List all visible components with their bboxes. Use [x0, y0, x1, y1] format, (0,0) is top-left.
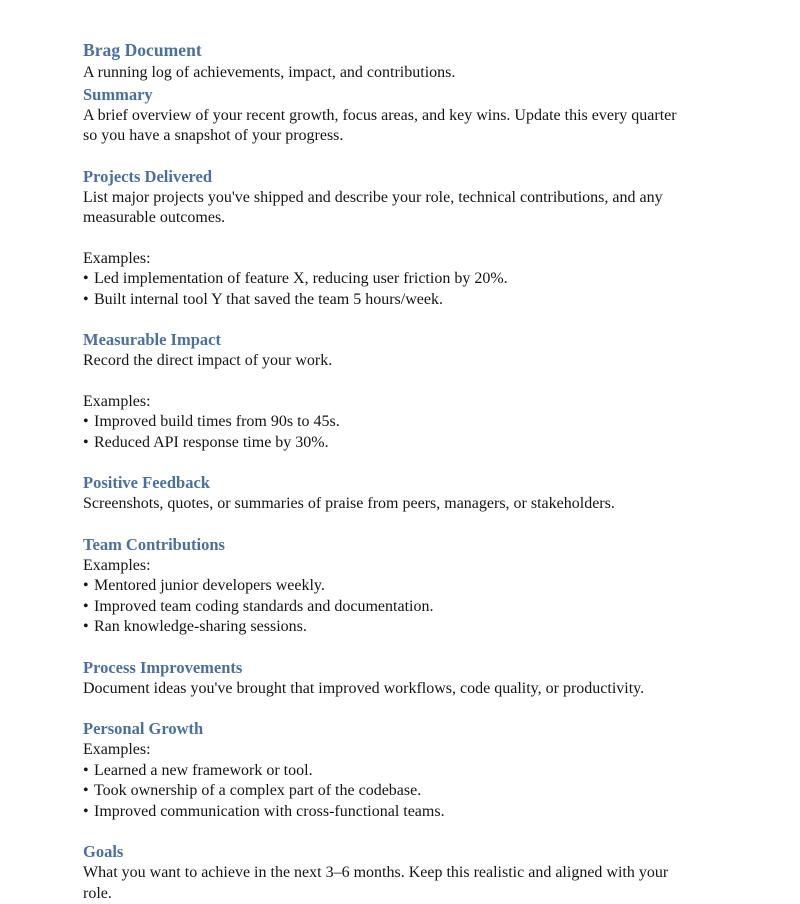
document-section	[83, 534, 683, 638]
section-heading: Personal Growth	[83, 718, 683, 739]
document-subtitle: A running log of achievements, impact, and contributions.	[83, 63, 683, 84]
list-item: • Improved communication with cross-functional teams.	[83, 802, 683, 823]
list-item: • Learned a new framework or tool.	[83, 761, 683, 782]
bullet-list	[83, 412, 683, 453]
list-item: • Mentored junior developers weekly.	[83, 576, 683, 597]
list-item: • Built internal tool Y that saved the team 5 hours/week.	[83, 290, 683, 311]
section-body: Screenshots, quotes, or summaries of praise from peers, managers, or stakeholders.	[83, 494, 683, 515]
section-heading: Summary	[83, 84, 683, 105]
section-heading: Positive Feedback	[83, 472, 683, 493]
list-item: • Led implementation of feature X, reducing user friction by 20%.	[83, 269, 683, 290]
list-item: • Took ownership of a complex part of the codebase.	[83, 781, 683, 802]
section-body: Record the direct impact of your work.	[83, 351, 683, 372]
section-body: Document ideas you've brought that improved workflows, code quality, or productivity.	[83, 679, 683, 700]
brag-document	[83, 40, 683, 904]
list-item: • Ran knowledge-sharing sessions.	[83, 617, 683, 638]
section-heading: Measurable Impact	[83, 329, 683, 350]
document-section	[83, 472, 683, 515]
examples-label: Examples:	[83, 740, 683, 761]
examples-label: Examples:	[83, 249, 683, 270]
document-section	[83, 841, 683, 904]
section-heading: Goals	[83, 841, 683, 862]
document-section	[83, 718, 683, 822]
section-body: List major projects you've shipped and describe your role, technical contributions, and any measurable outcomes.	[83, 188, 683, 229]
bullet-list	[83, 269, 683, 310]
section-heading: Projects Delivered	[83, 166, 683, 187]
bullet-list	[83, 576, 683, 638]
section-heading: Team Contributions	[83, 534, 683, 555]
examples-label: Examples:	[83, 392, 683, 413]
document-sections	[83, 84, 683, 904]
bullet-list	[83, 761, 683, 823]
document-section	[83, 166, 683, 311]
list-item: • Improved build times from 90s to 45s.	[83, 412, 683, 433]
list-item: • Improved team coding standards and documentation.	[83, 597, 683, 618]
examples-label: Examples:	[83, 556, 683, 577]
list-item: • Reduced API response time by 30%.	[83, 433, 683, 454]
document-section	[83, 84, 683, 147]
section-body: A brief overview of your recent growth, focus areas, and key wins. Update this every quarter so you have a snapshot of your progress.	[83, 106, 683, 147]
section-body: What you want to achieve in the next 3–6 months. Keep this realistic and aligned with your role.	[83, 863, 683, 904]
page-title: Brag Document	[83, 40, 683, 61]
section-heading: Process Improvements	[83, 657, 683, 678]
document-section	[83, 657, 683, 700]
document-section	[83, 329, 683, 453]
